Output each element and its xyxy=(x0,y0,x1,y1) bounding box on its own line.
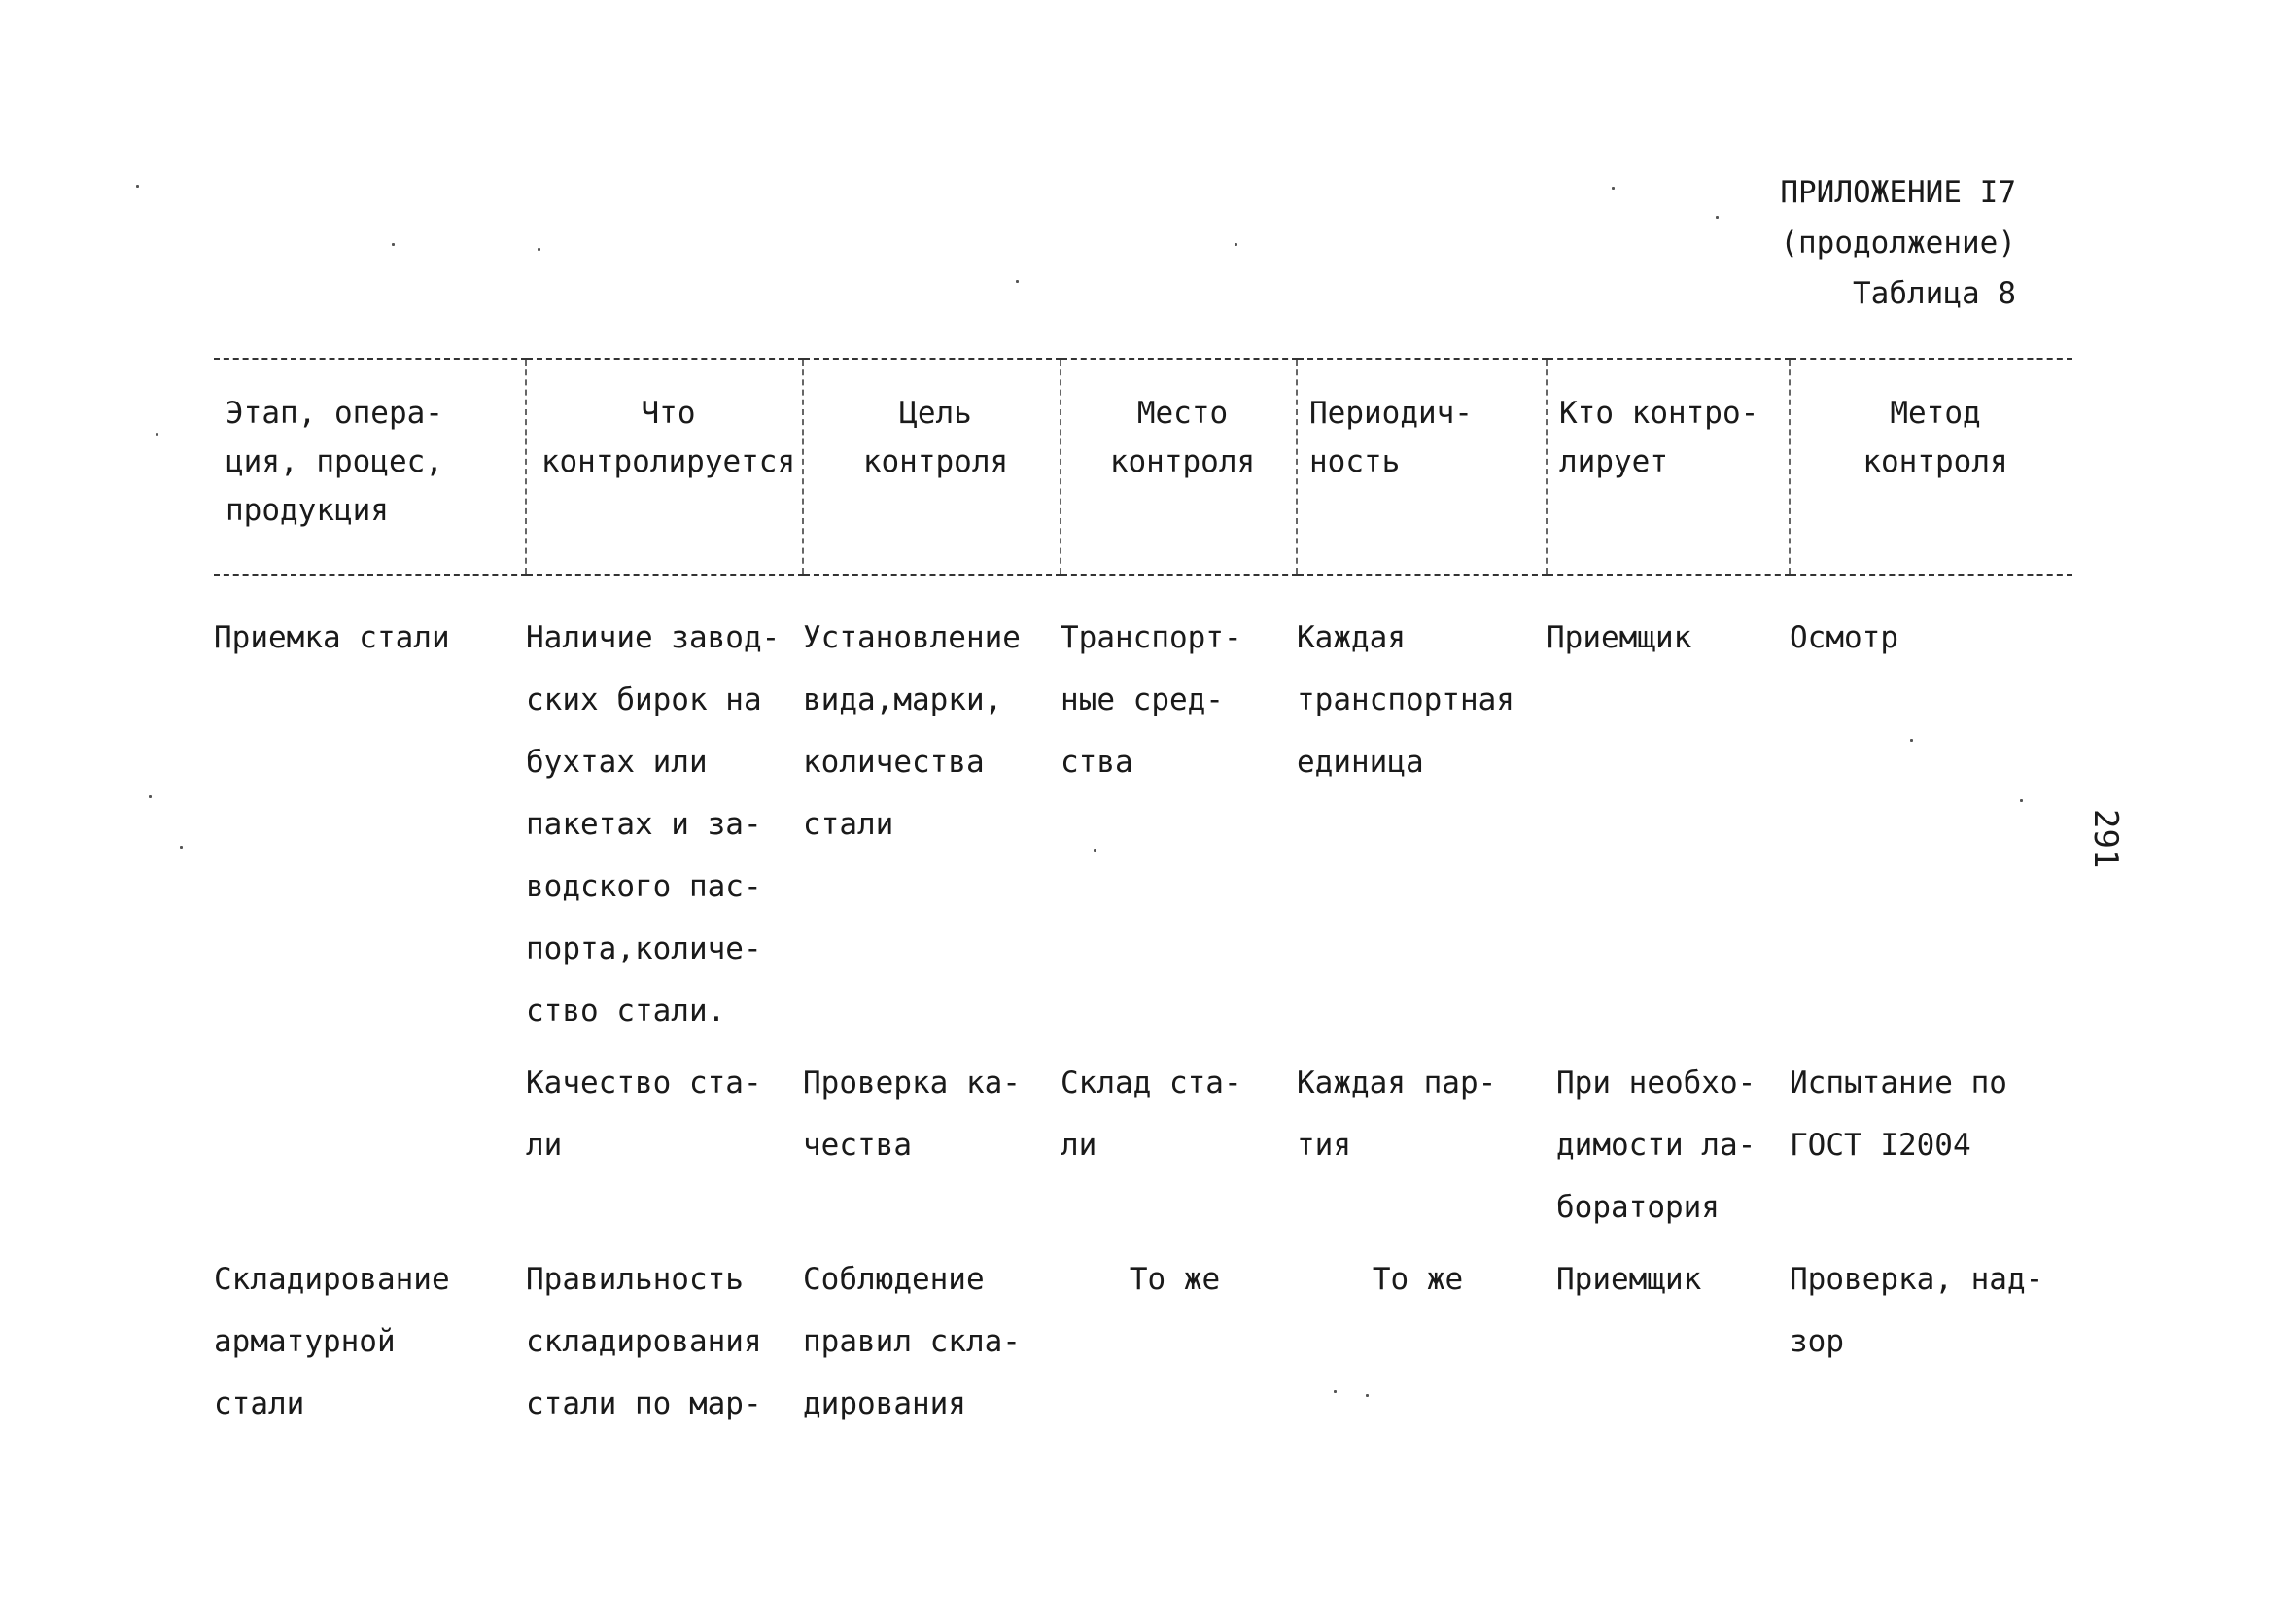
table-row xyxy=(214,1248,2072,1435)
speck xyxy=(149,795,152,798)
speck xyxy=(1016,280,1019,283)
table-cell: Испытание по ГОСТ I2004 xyxy=(1790,1066,2007,1163)
table-row xyxy=(214,575,2072,1042)
speck xyxy=(1366,1394,1369,1397)
table-cell: Приемка стали xyxy=(214,620,450,655)
speck xyxy=(1612,187,1615,190)
header-stage: Этап, опера- ция, процес, продукция xyxy=(214,359,526,575)
table-row xyxy=(214,1052,2072,1239)
speck xyxy=(1910,739,1913,742)
appendix-title: ПРИЛОЖЕНИЕ I7 xyxy=(1780,175,2016,210)
speck xyxy=(392,243,395,246)
speck xyxy=(136,185,139,188)
table-cell: Установление вида,марки, количества стали xyxy=(803,620,1021,842)
table-cell: Соблюдение правил скла- дирования xyxy=(803,1262,1021,1421)
speck xyxy=(1334,1390,1337,1393)
speck xyxy=(1094,849,1096,852)
header-goal: Цель контроля xyxy=(803,359,1061,575)
table-cell: Проверка, над- зор xyxy=(1790,1262,2044,1359)
row-spacer xyxy=(214,1042,2072,1052)
speck xyxy=(156,433,158,436)
table-cell: Складирование арматурной стали xyxy=(214,1262,450,1421)
speck xyxy=(1716,216,1719,219)
speck xyxy=(2020,799,2023,802)
table-cell: Качество ста- ли xyxy=(526,1066,762,1163)
appendix-heading xyxy=(1780,167,2016,319)
table-cell: Приемщик xyxy=(1547,620,1692,655)
table-cell: Каждая транспортная единица xyxy=(1297,620,1514,780)
table-cell: При необхо- димости ла- боратория xyxy=(1556,1066,1757,1225)
table-cell: Наличие завод- ских бирок на бухтах или пакетах и за- водского пас- порта,количе- ство стали. xyxy=(526,620,781,1029)
header-place: Место контроля xyxy=(1061,359,1297,575)
table-cell: Проверка ка- чества xyxy=(803,1066,1021,1163)
table-cell: Правильность складирования стали по мар- xyxy=(526,1262,762,1421)
table-cell: Транспорт- ные сред- ства xyxy=(1061,620,1242,780)
page-number: 291 xyxy=(2086,809,2125,869)
speck xyxy=(180,846,183,849)
appendix-continuation: (продолжение) xyxy=(1780,226,2016,261)
table-header-row xyxy=(214,359,2072,575)
table-cell: Приемщик xyxy=(1556,1262,1702,1297)
row-spacer xyxy=(214,1239,2072,1248)
header-who: Кто контро- лирует xyxy=(1547,359,1790,575)
table-cell: Склад ста- ли xyxy=(1061,1066,1242,1163)
table-cell: Каждая пар- тия xyxy=(1297,1066,1497,1163)
control-table xyxy=(214,358,2072,1435)
speck xyxy=(1235,243,1237,246)
table-cell: То же xyxy=(1372,1262,1464,1297)
header-frequency: Периодич- ность xyxy=(1297,359,1547,575)
header-what: Что контролируется xyxy=(526,359,803,575)
table-cell: То же xyxy=(1129,1262,1221,1297)
speck xyxy=(538,248,540,251)
header-method: Метод контроля xyxy=(1790,359,2072,575)
table-cell xyxy=(214,1052,526,1239)
table-cell: Осмотр xyxy=(1790,620,1898,655)
table-label: Таблица 8 xyxy=(1853,276,2016,311)
